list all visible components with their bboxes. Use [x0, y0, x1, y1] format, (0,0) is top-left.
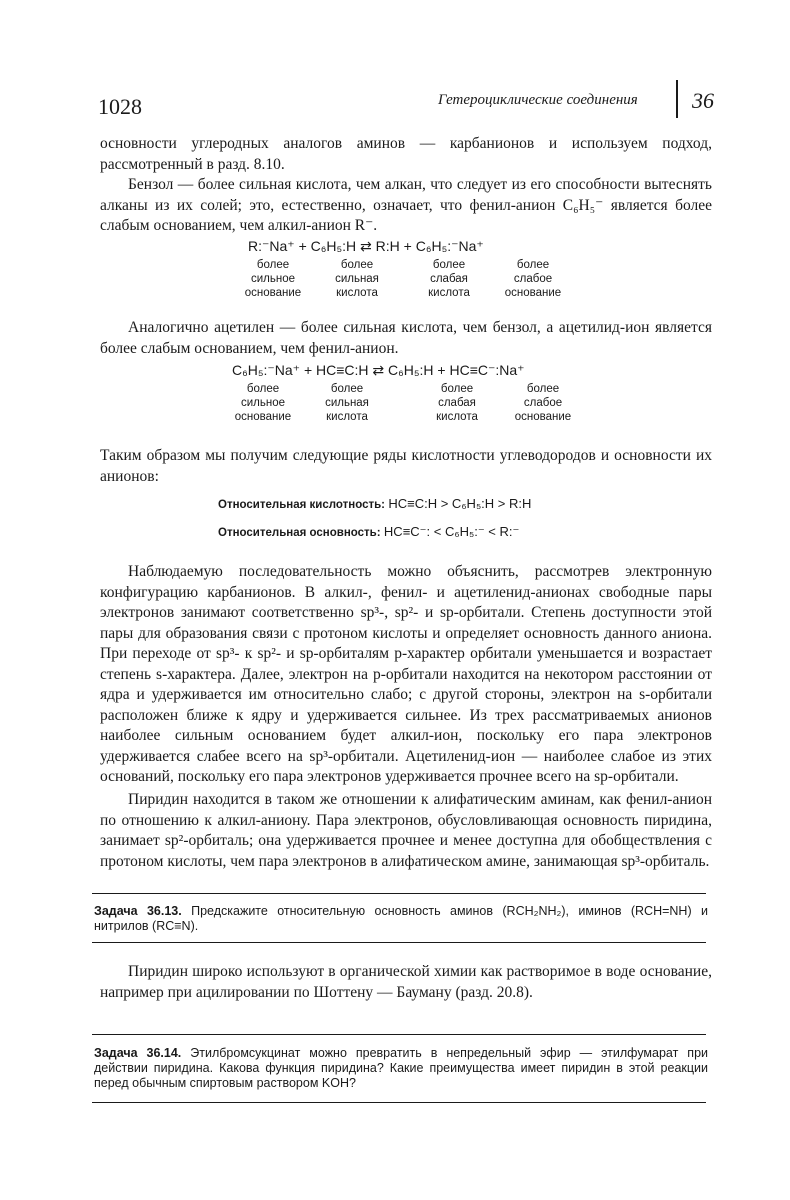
- reaction-equation: C₆H₅:⁻Na⁺ + HC≡C:H ⇄ C₆H₅:H + HC≡C⁻:Na⁺: [232, 362, 525, 378]
- paragraph-pyridine-usage: Пиридин широко используют в органической химии как растворимое в воде основание, например при ацилировании по Шоттену — Бауману (разд. 20.8).: [100, 963, 712, 1001]
- reaction-label: более сильное основание: [234, 383, 292, 423]
- basicity-series-formula: HC≡C⁻: < C₆H₅:⁻ < R:⁻: [383, 524, 520, 539]
- paragraph-benzene-acidity: Бензол — более сильная кислота, чем алкан, что следует из его способности вытеснять алканы из их солей; это, естественно, означает, что фенил-анион C₆H₅⁻ является более слабым основанием, чем алкил-анион R⁻.: [100, 176, 712, 234]
- reaction-label: более сильное основание: [244, 259, 302, 299]
- task-text: Предскажите относительную основность аминов (RCH₂NH₂), иминов (RCH=NH) и нитрилов (RC≡N).: [94, 904, 708, 933]
- basicity-series-label: Относительная основность:: [218, 527, 381, 539]
- task-divider-top: [92, 893, 706, 894]
- task-divider-bottom: [92, 942, 706, 943]
- acidity-series-label: Относительная кислотность:: [218, 499, 386, 511]
- paragraph-acetylene: Аналогично ацетилен — более сильная кислота, чем бензол, а ацетилид-ион является более слабым основанием, чем фенил-анион.: [100, 319, 712, 357]
- paragraph-pyridine-basicity: Пиридин находится в таком же отношении к алифатическим аминам, как фенил-анион по отношению к алкил-аниону. Пара электронов, обусловливающая основность пиридина, занимает sp²-орбиталь; она удерживается прочнее и менее доступна для обобществления с протоном кислоты, чем пара электронов в алифатическом амине, занимающая sp³-орбиталь.: [100, 791, 712, 870]
- reaction-label: более сильная кислота: [335, 259, 379, 299]
- chapter-number: 36: [692, 88, 714, 113]
- task-36-13: [94, 904, 708, 934]
- paragraph-orbital-explanation: Наблюдаемую последовательность можно объяснить, рассмотрев электронную конфигурацию карбанионов. В алкил-, фенил- и ацетиленид-анионах свободные пары электронов занимают соответственно sp³-, sp²- и sp-орбитали. Степень доступности этой пары для образования связи с протоном кислоты и определяет основность данного аниона. При переходе от sp³- к sp²- и sp-орбиталям p-характер орбитали уменьшается и возрастает степень s-характера. Далее, электрон на p-орбитали находится на некотором расстоянии от ядра и удерживается им относительно слабо; с другой стороны, электрон на s-орбитали расположен ближе к ядру и удерживается сильнее. Из трех рассматриваемых анионов наиболее сильным основанием будет алкил-ион, поскольку его пара электронов удерживается слабее всего на sp³-орбитали. Ацетиленид-ион — наиболее слабое из этих оснований, поскольку его пара электронов удерживается прочнее всего на sp-орбитали.: [100, 563, 712, 785]
- reaction-label: более слабое основание: [514, 383, 572, 423]
- reaction-label: более слабое основание: [504, 259, 562, 299]
- task-label: Задача 36.13.: [94, 904, 182, 918]
- acidity-series-formula: HC≡C:H > C₆H₅:H > R:H: [388, 496, 532, 511]
- reaction-equation: R:⁻Na⁺ + C₆H₅:H ⇄ R:H + C₆H₅:⁻Na⁺: [248, 238, 484, 254]
- task-text: Этилбромсукцинат можно превратить в непредельный эфир — этилфумарат при действии пиридина. Какова функция пиридина? Какие преимущества имеет пиридин в этой реакции перед обычным спиртовым раствором KOH?: [94, 1046, 709, 1090]
- paragraph-series-intro: Таким образом мы получим следующие ряды кислотности углеводородов и основности их анионов:: [100, 447, 712, 485]
- task-label: Задача 36.14.: [94, 1046, 182, 1060]
- task-36-14: [94, 1046, 708, 1091]
- reaction-label: более сильная кислота: [325, 383, 369, 423]
- basicity-series: [218, 524, 519, 540]
- running-title: Гетероциклические соединения: [438, 92, 638, 108]
- header-divider: [676, 80, 678, 118]
- paragraph-continuation: основности углеродных аналогов аминов — карбанионов и используем подход, рассмотренный в разд. 8.10.: [100, 135, 712, 173]
- page-number: 1028: [98, 94, 142, 119]
- task-divider-bottom: [92, 1102, 706, 1103]
- task-divider-top: [92, 1034, 706, 1035]
- reaction-label: более слабая кислота: [428, 259, 470, 299]
- reaction-label: более слабая кислота: [436, 383, 478, 423]
- acidity-series: [218, 496, 531, 511]
